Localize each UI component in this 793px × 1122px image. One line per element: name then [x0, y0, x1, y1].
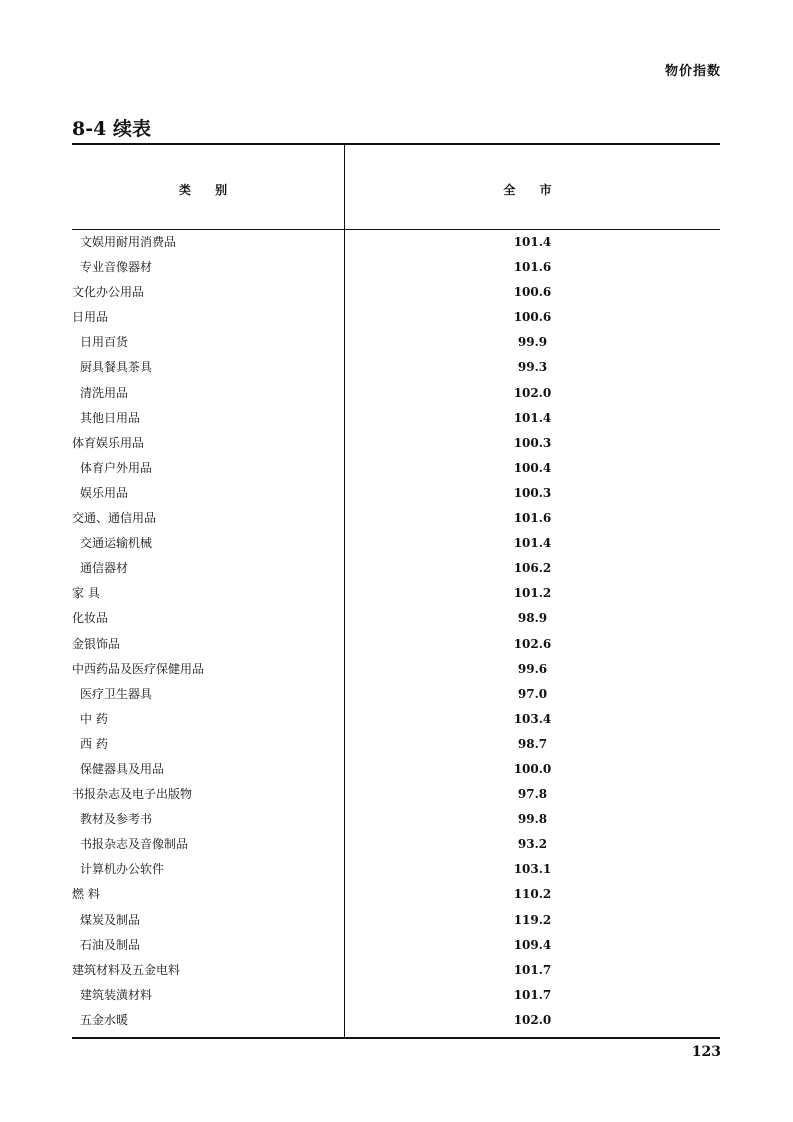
row-value: 97.0	[517, 686, 548, 701]
row-value: 110.2	[513, 887, 552, 902]
row-value: 102.0	[513, 385, 552, 400]
row-value: 97.8	[517, 787, 548, 802]
table-row	[72, 832, 720, 857]
table-row	[72, 481, 720, 506]
row-category: 体育娱乐用品	[72, 435, 145, 450]
table-row	[72, 280, 720, 305]
row-value: 106.2	[513, 561, 552, 576]
row-value: 101.4	[513, 410, 552, 425]
row-category: 娱乐用品	[80, 485, 129, 500]
row-value: 100.4	[513, 460, 552, 475]
header-value: 全 市	[503, 183, 562, 197]
table-header	[72, 145, 720, 230]
row-category: 文娱用耐用消费品	[80, 235, 177, 249]
table-row	[72, 305, 720, 330]
row-category: 文化办公用品	[72, 285, 145, 300]
table-row	[72, 581, 720, 606]
row-value: 100.6	[513, 310, 552, 325]
row-value: 100.6	[513, 285, 552, 300]
running-head: 物价指数	[664, 64, 721, 79]
table-row	[72, 406, 720, 431]
row-category: 交通、通信用品	[72, 511, 157, 526]
row-category: 建筑材料及五金电料	[72, 962, 181, 977]
row-value: 100.3	[513, 435, 552, 450]
row-value: 98.7	[517, 736, 548, 751]
table-row	[72, 1008, 720, 1033]
row-value: 100.0	[513, 761, 552, 776]
row-value: 99.9	[517, 335, 548, 350]
table-row	[72, 807, 720, 832]
row-value: 99.8	[517, 812, 548, 827]
table-row	[72, 330, 720, 355]
table-row	[72, 732, 720, 757]
row-category: 五金水暖	[80, 1012, 129, 1027]
row-value: 101.4	[513, 235, 552, 249]
row-category: 日用品	[72, 310, 109, 325]
table-row	[72, 908, 720, 933]
row-value: 100.3	[513, 485, 552, 500]
table-row	[72, 707, 720, 732]
table-row	[72, 857, 720, 882]
table-row	[72, 531, 720, 556]
table-row	[72, 556, 720, 581]
price-index-table	[72, 143, 720, 1039]
row-category: 建筑装潢材料	[80, 987, 153, 1002]
row-category: 日用百货	[80, 335, 129, 350]
table-body	[72, 230, 720, 1033]
row-value: 93.2	[517, 837, 548, 852]
row-value: 101.6	[513, 511, 552, 526]
table-row	[72, 255, 720, 280]
row-category: 医疗卫生器具	[80, 686, 153, 701]
table-row	[72, 230, 720, 255]
row-value: 101.2	[513, 586, 552, 601]
row-category: 石油及制品	[80, 937, 141, 952]
table-row	[72, 632, 720, 657]
row-value: 101.6	[513, 260, 552, 275]
table-title: 8-4 续表	[72, 118, 151, 140]
table-row	[72, 933, 720, 958]
row-value: 101.4	[513, 536, 552, 551]
row-category: 其他日用品	[80, 410, 141, 425]
row-value: 103.4	[513, 711, 552, 726]
row-category: 煤炭及制品	[80, 912, 141, 927]
table-row	[72, 983, 720, 1008]
row-category: 教材及参考书	[80, 812, 153, 827]
row-category: 中 药	[80, 711, 108, 726]
table-row	[72, 682, 720, 707]
row-category: 体育户外用品	[80, 460, 153, 475]
table-row	[72, 606, 720, 631]
table-row	[72, 431, 720, 456]
row-category: 燃 料	[72, 887, 100, 902]
row-category: 书报杂志及音像制品	[80, 837, 189, 852]
row-category: 中西药品及医疗保健用品	[72, 661, 205, 676]
row-value: 103.1	[513, 862, 552, 877]
row-category: 厨具餐具茶具	[80, 360, 153, 375]
row-category: 交通运输机械	[80, 536, 153, 551]
page-number: 123	[691, 1044, 721, 1060]
table-row	[72, 506, 720, 531]
table-row	[72, 657, 720, 682]
row-category: 计算机办公软件	[80, 862, 165, 877]
row-value: 101.7	[513, 962, 552, 977]
row-category: 化妆品	[72, 611, 109, 626]
row-value: 99.3	[517, 360, 548, 375]
row-category: 清洗用品	[80, 385, 129, 400]
row-value: 102.0	[513, 1012, 552, 1027]
row-value: 102.6	[513, 636, 552, 651]
row-value: 101.7	[513, 987, 552, 1002]
row-category: 专业音像器材	[80, 260, 153, 275]
table-row	[72, 757, 720, 782]
row-category: 家 具	[72, 586, 100, 601]
row-value: 99.6	[517, 661, 548, 676]
table-row	[72, 355, 720, 380]
row-category: 通信器材	[80, 561, 129, 576]
header-category: 类 别	[178, 183, 238, 197]
row-value: 98.9	[517, 611, 548, 626]
row-category: 金银饰品	[72, 636, 121, 651]
row-value: 119.2	[513, 912, 552, 927]
row-category: 书报杂志及电子出版物	[72, 787, 193, 802]
row-category: 保健器具及用品	[80, 761, 165, 776]
table-row	[72, 782, 720, 807]
table-row	[72, 882, 720, 907]
table-row	[72, 958, 720, 983]
row-value: 109.4	[513, 937, 552, 952]
row-category: 西 药	[80, 736, 108, 751]
table-row	[72, 456, 720, 481]
table-row	[72, 381, 720, 406]
